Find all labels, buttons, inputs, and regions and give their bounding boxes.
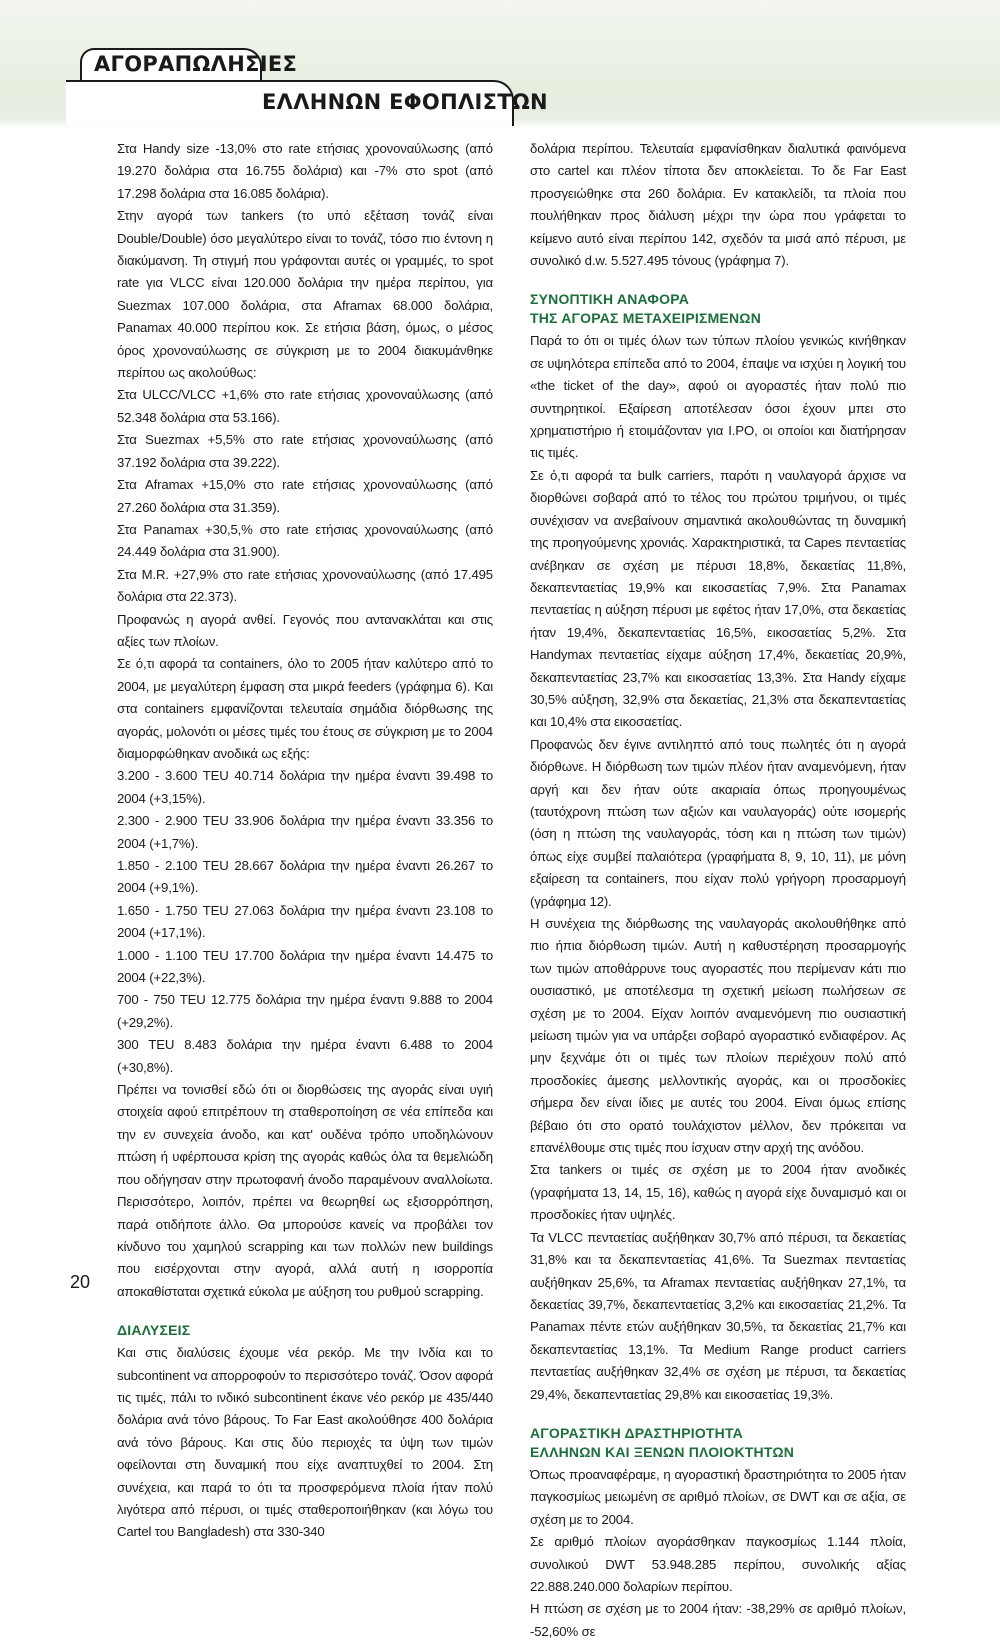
heading-line: ΤΗΣ ΑΓΟΡΑΣ ΜΕΤΑΧΕΙΡΙΣΜΕΝΩΝ (530, 310, 762, 327)
paragraph: Πρέπει να τονισθεί εδώ ότι οι διορθώσεις της αγοράς είναι υγιή στοιχεία αφού επιτρέπουν τη σταθεροποίηση σε νέα επίπεδα και την εν συνεχεία άνοδο, και κατ' ουδένα τρόπο υποδηλώνουν πτώση ή υφέρπουσα κρίση της αγοράς καθώς όλα τα θεμελιώδη που οδήγησαν στην πρωτοφανή άνοδο παραμένουν αναλλοίωτα. Περισσότερο, λοιπόν, πρέπει να θεωρηθεί ως εξισορρόπηση, παρά οτιδήποτε άλλο. Θα μπορούσε κανείς να προβάλει τον κίνδυνο του χαμηλού scrapping και των πολλών new buildings που εισέρχονται στην αγορά, αλλά αυτή η ισορροπία αποκαθίσταται σχετικά εύκολα με αύξηση του ρυθμού scrapping. (117, 1082, 493, 1299)
paragraph: Η πτώση σε σχέση με το 2004 ήταν: -38,29% σε αριθμό πλοίων, -52,60% σε (530, 1601, 906, 1639)
paragraph: Στα Panamax +30,5,% στο rate ετήσιας χρονοναύλωσης (από 24.449 δολάρια στα 31.900). (117, 521, 493, 560)
right-column (530, 138, 906, 1643)
left-column (117, 138, 493, 1544)
heading-line: ΑΓΟΡΑΣΤΙΚΗ ΔΡΑΣΤΗΡΙΟΤΗΤΑ (530, 1424, 743, 1441)
section-title-tab (80, 48, 298, 82)
paragraph: 300 TEU 8.483 δολάρια την ημέρα έναντι 6.488 το 2004 (+30,8%). (117, 1037, 493, 1075)
paragraph: 700 - 750 TEU 12.775 δολάρια την ημέρα έναντι 9.888 το 2004 (+29,2%). (117, 992, 493, 1030)
paragraph: Σε ό,τι αφορά τα bulk carriers, παρότι η ναυλαγορά άρχισε να διορθώνει σοβαρά από το τέλος του πρώτου τριμήνου, οι τιμές συνέχισαν να ανεβαίνουν σημαντικά ακολουθώντας τη δυναμική της προηγούμενης χρονιάς. Χαρακτηριστικά, τα Capes πενταετίας ανέβηκαν σε σχέση με πέρυσι 18,8%, δεκαετίας 11,8%, δεκαπενταετίας 19,9% και εικοσαετίας 7,9%. Στα Panamax πενταετίας η αύξηση πέρυσι με εφέτος ήταν 17,0%, στα δεκαετίας ήταν 19,4%, δεκαπενταετίας 16,5%, εικοσαετίας 5,2%. Στα Handymax πενταετίας είχαμε αύξηση 17,4%, δεκαετίας 20,9%, δεκαπενταετίας 23,7% και εικοσαετίας 13,3%. Στα Handy είχαμε 30,5% αύξηση, 32,9% στα δεκαετίας, 21,3% στα δεκαπενταετίας και 10,4% στα εικοσαετίας. (530, 467, 906, 730)
section-heading-buying-activity (530, 1424, 906, 1462)
heading-line: ΣΥΝΟΠΤΙΚΗ ΑΝΑΦΟΡΑ (530, 291, 690, 308)
paragraph: Στα Aframax +15,0% στο rate ετήσιας χρονοναύλωσης (από 27.260 δολάρια στα 31.359). (117, 477, 493, 515)
paragraph: Στα Suezmax +5,5% στο rate ετήσιας χρονοναύλωσης (από 37.192 δολάρια στα 39.222). (117, 432, 493, 470)
paragraph: Στην αγορά των tankers (το υπό εξέταση τονάζ είναι Double/Double) όσο μεγαλύτερο είναι το τονάζ, τόσο πιο έντονη η διακύμανση. Τη στιγμή που γράφονται αυτές οι γραμμές, το spot rate για VLCC είναι 120.000 δολάρια την ημέρα περίπου, για Suezmax 107.000 δολάρια, στα Aframax 68.000 δολάρια, Panamax 40.000 περίπου κοκ. Σε ετήσια βάση, όμως, ο μέσος όρος χρονοναύλωσης σε σύγκριση με το 2004 διακυμάνθηκε περίπου ως ακολούθως: (117, 208, 493, 381)
paragraph: 1.650 - 1.750 TEU 27.063 δολάρια την ημέρα έναντι 23.108 το 2004 (+17,1%). (117, 902, 493, 941)
section-title-line1: ΑΓΟΡΑΠΩΛΗΣΙΕΣ (94, 52, 298, 76)
heading-line: ΔΙΑΛΥΣΕΙΣ (117, 1322, 191, 1339)
paragraph: Στα Handy size -13,0% στο rate ετήσιας χρονοναύλωσης (από 19.270 δολάρια στα 16.755 δολάρια) και -7% στο spot (από 17.298 δολάρια στα 16.085 δολάρια). (117, 141, 493, 201)
paragraph: Στα ULCC/VLCC +1,6% στο rate ετήσιας χρονοναύλωσης (από 52.348 δολάρια στα 53.166). (117, 387, 493, 425)
paragraph: 1.850 - 2.100 TEU 28.667 δολάρια την ημέρα έναντι 26.267 το 2004 (+9,1%). (117, 858, 493, 896)
paragraph: Σε ό,τι αφορά τα containers, όλο το 2005 ήταν καλύτερο από το 2004, με μεγαλύτερη έμφαση στα μικρά feeders (γράφημα 6). Και στα containers εμφανίζονται τελευταία σημάδια διόρθωσης της αγοράς, μολονότι οι μέσες τιμές του έτους σε σύγκριση με το 2004 διαμορφώθηκαν ανοδικά ως εξής: (117, 656, 493, 761)
paragraph: Στα M.R. +27,9% στο rate ετήσιας χρονοναύλωσης (από 17.495 δολάρια στα 22.373). (117, 566, 493, 605)
paragraph: Η συνέχεια της διόρθωσης της ναυλαγοράς ακολουθήθηκε από πιο ήπια διόρθωση τιμών. Αυτή η καθυστέρηση προσαρμογής των τιμών αποθάρρυνε τους αγοραστές που περίμεναν κάτι πιο ουσιαστικό, με αποτέλεσμα τη σχετική μείωση πωλήσεων σε σχέση με το 2004. Είχαν λοιπόν αναμενόμενη πιο ουσιαστική μείωση τιμών για να υπάρξει σοβαρό αγοραστικό ενδιαφέρον. Ας μην ξεχνάμε ότι οι τιμές των πλοίων περιέχουν πολύ από προσδοκίες άμεσης μελλοντικής αγοράς, και οι προσδοκίες σήμερα δεν είναι ίδιες με αυτές του 2004. Είναι όμως επίσης βέβαιο ότι στο ορατό τουλάχιστον μέλλον, δεν πρόκειται να επανέλθουμε στις τιμές που ίσχυαν στην αρχή της ανόδου. (530, 916, 906, 1156)
section-title-line2: ΕΛΛΗΝΩΝ ΕΦΟΠΛΙΣΤΩΝ (262, 90, 548, 114)
paragraph: Τα VLCC πενταετίας αυξήθηκαν 30,7% από πέρυσι, τα δεκαετίας 31,8% και τα δεκαπενταετίας 41,6%. Τα Suezmax πενταετίας αυξήθηκαν 25,6%, τα Aframax πενταετίας αυξήθηκαν 27,1%, τα δεκαετίας 39,7%, δεκαπενταετίας 3,2% και εικοσαετίας 21,2%. Τα Panamax πέντε ετών αυξήθηκαν 30,5%, τα δεκαετίας 21,7% και δεκαπενταετίας 13,1%. Τα Medium Range product carriers πενταετίας αυξήθηκαν 32,4% σε σχέση με πέρυσι, τα δεκαετίας 29,4%, δεκαπενταετίας 29,8% και εικοσαετίας 19,3%. (530, 1229, 906, 1402)
paragraph: 3.200 - 3.600 TEU 40.714 δολάρια την ημέρα έναντι 39.498 το 2004 (+3,15%). (117, 768, 493, 806)
paragraph: 1.000 - 1.100 TEU 17.700 δολάρια την ημέρα έναντι 14.475 το 2004 (+22,3%). (117, 947, 493, 986)
section-heading-dialyseis (117, 1321, 493, 1340)
paragraph: Όπως προαναφέραμε, η αγοραστική δραστηριότητα το 2005 ήταν παγκοσμίως μειωμένη σε αριθμό πλοίων, σε DWT και σε αξία, σε σχέση με το 2004. (530, 1466, 906, 1527)
paragraph: 2.300 - 2.900 TEU 33.906 δολάρια την ημέρα έναντι 33.356 το 2004 (+1,7%). (117, 813, 493, 851)
page-number: 20 (70, 1272, 91, 1292)
paragraph: Και στις διαλύσεις έχουμε νέα ρεκόρ. Με την Ινδία και το subcontinent να απορροφούν το περισσότερο τονάζ. Όσον αφορά τις τιμές, πάλι το ινδικό subcontinent έκανε νέο ρεκόρ με 435/440 δολάρια ανά τόνο βάρους. Το Far East ακολούθησε 400 δολάρια ανά τόνο βάρους. Και στις δύο περιοχές τα ύψη των τιμών οφείλονται στη δυναμική που είχε αναπτυχθεί το 2004. Στη συνέχεια, και παρά το ότι τα προσφερόμενα πλοία ήταν πολύ λιγότερα από πέρυσι, οι τιμές σταθεροποιήθηκαν (και λόγω του Cartel του Bangladesh) στα 330-340 (117, 1345, 493, 1540)
paragraph: Σε αριθμό πλοίων αγοράσθηκαν παγκοσμίως 1.144 πλοία, συνολικού DWT 53.948.285 περίπου, συνολικής αξίας 22.888.240.000 δολαρίων περίπου. (530, 1534, 906, 1594)
paragraph: Στα tankers οι τιμές σε σχέση με το 2004 ήταν ανοδικές (γραφήματα 13, 14, 15, 16), καθώς η αγορά είχε δυναμισμό και οι προσδοκίες ήταν υψηλές. (530, 1162, 906, 1223)
section-title-box (66, 80, 548, 126)
paragraph: Παρά το ότι οι τιμές όλων των τύπων πλοίου γενικώς κινήθηκαν σε υψηλότερα επίπεδα από το 2004, έπαψε να ισχύει η λογική του «the ticket of the day», αφού οι αγοραστές ήταν πολύ πιο συντηρητικοί. Εξαίρεση αποτέλεσαν όσοι έχουν μπει στο χρηματιστήριο ή ετοιμάζονταν για I.PO, οι οποίοι και διατήρησαν τις τιμές. (530, 333, 906, 461)
section-heading-market-summary (530, 290, 906, 328)
paragraph: Προφανώς η αγορά ανθεί. Γεγονός που αντανακλάται και στις αξίες των πλοίων. (117, 611, 493, 649)
paragraph: Προφανώς δεν έγινε αντιληπτό από τους πωλητές ότι η αγορά διόρθωνε. Η διόρθωση των τιμών πλέον ήταν αναμενόμενη, ήταν αργή και δεν ήταν ούτε ακαριαία όπως προηγουμένως (ταυτόχρονη πτώση των αξιών και ναυλαγοράς) ούτε ισομερής (όση η πτώση της ναυλαγοράς, τόση και η πτώση των τιμών) όπως είχε συμβεί παλαιότερα (γραφήματα 8, 9, 10, 11), με μόνη εξαίρεση τα containers, που είχαν πολύ γρήγορη προσαρμογή (γράφημα 12). (530, 736, 906, 909)
paragraph: δολάρια περίπου. Τελευταία εμφανίσθηκαν διαλυτικά φαινόμενα στο cartel και πλέον τίποτα δεν αποκλείεται. Το δε Far East προσγειώθηκε στα 260 δολάρια. Εν κατακλείδι, τα πλοία που πουλήθηκαν προς διάλυση μέχρι την ώρα που γράφεται το κείμενο αυτό είναι περίπου 142, σχεδόν τα μισά από πέρυσι, με συνολικό d.w. 5.527.495 τόνους (γράφημα 7). (530, 141, 906, 269)
heading-line: ΕΛΛΗΝΩΝ ΚΑΙ ΞΕΝΩΝ ΠΛΟΙΟΚΤΗΤΩΝ (530, 1443, 795, 1460)
